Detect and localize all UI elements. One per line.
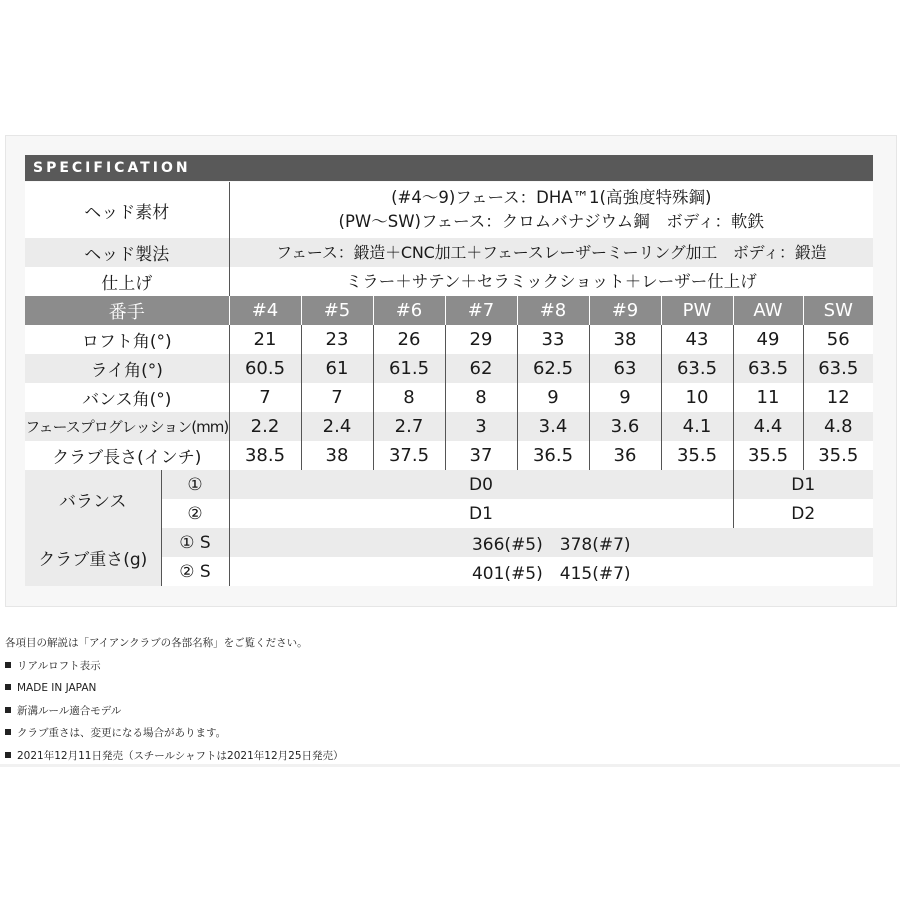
row-bounce xyxy=(25,383,873,412)
club-number: PW xyxy=(661,296,733,325)
note-text: 新溝ルール適合モデル xyxy=(17,704,122,717)
note-item xyxy=(5,722,885,745)
spec-cell: 38 xyxy=(301,441,373,470)
note-text: 2021年12月11日発売（スチールシャフトは2021年12月25日発売） xyxy=(17,749,344,762)
spec-cell: 3.4 xyxy=(517,412,589,441)
spec-cell: 2.4 xyxy=(301,412,373,441)
club-number: #6 xyxy=(373,296,445,325)
bullet-icon xyxy=(5,729,11,735)
spec-cell: 12 xyxy=(803,383,873,412)
spec-table xyxy=(25,182,873,586)
row-label: ロフト角(°) xyxy=(25,325,229,354)
spec-cell: 2.7 xyxy=(373,412,445,441)
club-number: AW xyxy=(733,296,803,325)
balance-wedge-value: D1 xyxy=(733,470,873,499)
notes xyxy=(5,632,885,767)
club-number: #5 xyxy=(301,296,373,325)
spec-cell: 9 xyxy=(589,383,661,412)
note-item xyxy=(5,700,885,723)
spec-cell: 35.5 xyxy=(661,441,733,470)
balance-main-value: D1 xyxy=(229,499,733,528)
spec-cell: 4.1 xyxy=(661,412,733,441)
note-text: リアルロフト表示 xyxy=(17,659,101,672)
row-label: フェースプログレッション(mm) xyxy=(25,412,229,441)
balance-label: バランス xyxy=(25,470,161,528)
spec-cell: 49 xyxy=(733,325,803,354)
bullet-icon xyxy=(5,684,11,690)
spec-cell: 3.6 xyxy=(589,412,661,441)
row-label: ヘッド製法 xyxy=(25,238,229,267)
balance-sub: ② xyxy=(161,499,229,528)
spec-cell: 35.5 xyxy=(733,441,803,470)
row-label: 番手 xyxy=(25,296,229,325)
notes-intro: 各項目の解説は「アイアンクラブの各部名称」をご覧ください。 xyxy=(5,637,308,649)
spec-cell: 9 xyxy=(517,383,589,412)
spec-cell: 10 xyxy=(661,383,733,412)
spec-cell: 8 xyxy=(445,383,517,412)
weight-sub: ① S xyxy=(161,528,229,557)
head-material-line2: (PW～SW)フェース：クロムバナジウム鋼 ボディ：軟鉄 xyxy=(338,212,764,231)
row-label: ヘッド素材 xyxy=(25,182,229,238)
club-number: #7 xyxy=(445,296,517,325)
spec-cell: 61.5 xyxy=(373,354,445,383)
spec-cell: 38.5 xyxy=(229,441,301,470)
weight-sub: ② S xyxy=(161,557,229,586)
spec-cell: 62.5 xyxy=(517,354,589,383)
note-text: MADE IN JAPAN xyxy=(17,682,97,694)
spec-cell: 21 xyxy=(229,325,301,354)
bottom-divider xyxy=(0,764,900,767)
spec-cell: 38 xyxy=(589,325,661,354)
balance-sub: ① xyxy=(161,470,229,499)
spec-cell: 7 xyxy=(301,383,373,412)
spec-cell: 29 xyxy=(445,325,517,354)
spec-cell: 2.2 xyxy=(229,412,301,441)
row-head-method xyxy=(25,238,873,267)
row-weight-1 xyxy=(25,528,873,557)
balance-main-value: D0 xyxy=(229,470,733,499)
spec-cell: 35.5 xyxy=(803,441,873,470)
spec-cell: 8 xyxy=(373,383,445,412)
weight-label: クラブ重さ(g) xyxy=(25,528,161,586)
spec-cell: 4.8 xyxy=(803,412,873,441)
spec-cell: 62 xyxy=(445,354,517,383)
spec-cell: 36 xyxy=(589,441,661,470)
spec-cell: 37 xyxy=(445,441,517,470)
note-item xyxy=(5,677,885,700)
spec-cell: 63.5 xyxy=(661,354,733,383)
spec-cell: 43 xyxy=(661,325,733,354)
spec-cell: 11 xyxy=(733,383,803,412)
club-number: #9 xyxy=(589,296,661,325)
club-number: #8 xyxy=(517,296,589,325)
finish-value: ミラー＋サテン＋セラミックショット＋レーザー仕上げ xyxy=(229,267,873,296)
bullet-icon xyxy=(5,752,11,758)
spec-cell: 61 xyxy=(301,354,373,383)
spec-cell: 23 xyxy=(301,325,373,354)
weight-value: 401(#5) 415(#7) xyxy=(229,557,873,586)
head-material-line1: (#4～9)フェース：DHA™1(高強度特殊鋼) xyxy=(391,188,712,207)
bullet-icon xyxy=(5,707,11,713)
spec-cell: 4.4 xyxy=(733,412,803,441)
balance-wedge-value: D2 xyxy=(733,499,873,528)
row-balance-1 xyxy=(25,470,873,499)
row-finish xyxy=(25,267,873,296)
spec-cell: 37.5 xyxy=(373,441,445,470)
head-material-value xyxy=(229,182,873,238)
spec-cell: 63 xyxy=(589,354,661,383)
spec-cell: 33 xyxy=(517,325,589,354)
bullet-icon xyxy=(5,662,11,668)
club-number: #4 xyxy=(229,296,301,325)
spec-header: SPECIFICATION xyxy=(25,155,873,181)
club-number: SW xyxy=(803,296,873,325)
spec-cell: 56 xyxy=(803,325,873,354)
note-item xyxy=(5,655,885,678)
spec-cell: 36.5 xyxy=(517,441,589,470)
row-label: バンス角(°) xyxy=(25,383,229,412)
row-face-progression xyxy=(25,412,873,441)
row-club-length xyxy=(25,441,873,470)
weight-value: 366(#5) 378(#7) xyxy=(229,528,873,557)
row-club-numbers xyxy=(25,296,873,325)
spec-cell: 3 xyxy=(445,412,517,441)
row-label: 仕上げ xyxy=(25,267,229,296)
row-head-material xyxy=(25,182,873,238)
head-method-value: フェース：鍛造＋CNC加工＋フェースレーザーミーリング加工 ボディ：鍛造 xyxy=(229,238,873,267)
spec-cell: 63.5 xyxy=(803,354,873,383)
row-label: ライ角(°) xyxy=(25,354,229,383)
spec-cell: 26 xyxy=(373,325,445,354)
row-label: クラブ長さ(インチ) xyxy=(25,441,229,470)
spec-cell: 60.5 xyxy=(229,354,301,383)
row-lie xyxy=(25,354,873,383)
row-loft xyxy=(25,325,873,354)
note-text: クラブ重さは、変更になる場合があります。 xyxy=(17,727,227,739)
spec-cell: 63.5 xyxy=(733,354,803,383)
spec-cell: 7 xyxy=(229,383,301,412)
